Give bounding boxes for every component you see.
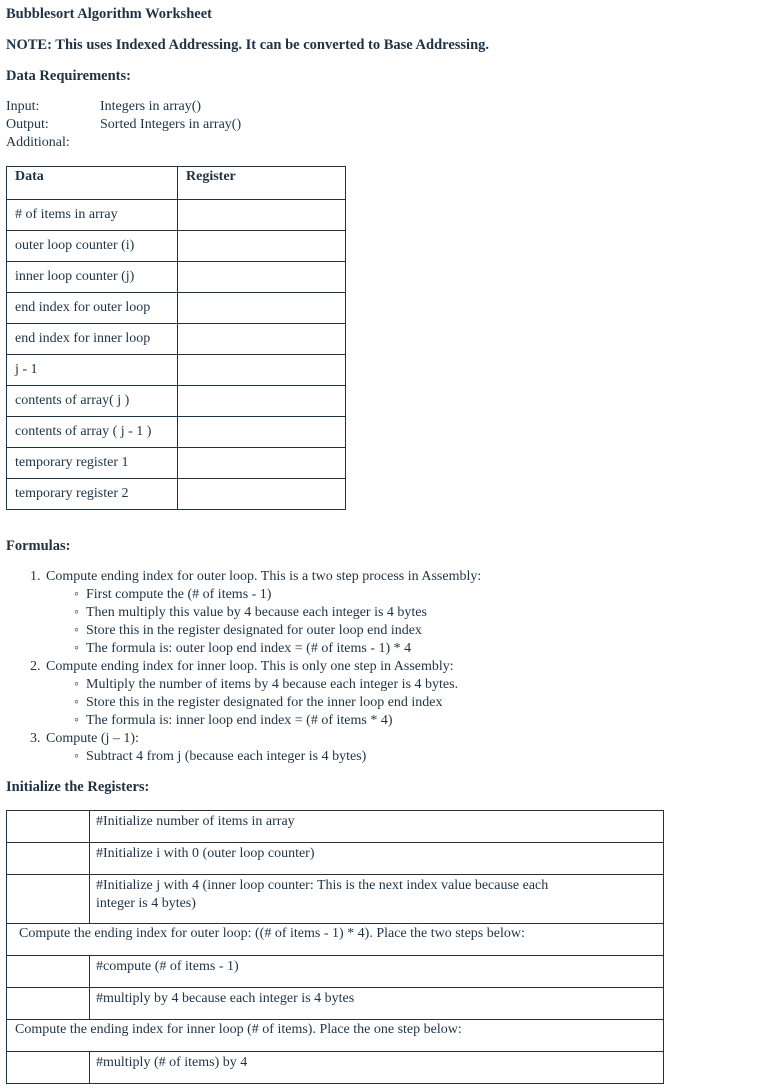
output-label: Output:	[6, 117, 49, 132]
table-row	[7, 448, 346, 479]
code-cell[interactable]	[7, 875, 90, 924]
register-cell[interactable]	[178, 448, 346, 479]
table-header-row	[7, 167, 346, 200]
table-row	[7, 262, 346, 293]
item-text: Compute ending index for outer loop. This is a two step process in Assembly:	[46, 569, 482, 584]
initialize-registers-table	[6, 810, 664, 1084]
bullet-circle-icon: ◦	[74, 641, 79, 656]
code-cell[interactable]	[7, 1052, 90, 1084]
table-row	[7, 956, 664, 988]
page-title: Bubblesort Algorithm Worksheet	[6, 6, 212, 22]
data-cell: end index for outer loop	[7, 293, 178, 324]
item-number: 1.	[30, 569, 41, 584]
item-text: Compute ending index for inner loop. This is only one step in Assembly:	[46, 659, 454, 674]
output-value: Sorted Integers in array()	[100, 117, 242, 132]
data-cell: # of items in array	[7, 200, 178, 231]
table-row	[7, 1020, 664, 1052]
table-row	[7, 811, 664, 843]
table-row	[7, 355, 346, 386]
table-row	[7, 293, 346, 324]
bullet-text: Subtract 4 from j (because each integer is 4 bytes)	[86, 749, 367, 764]
initialize-heading: Initialize the Registers:	[6, 779, 150, 795]
item-number: 2.	[30, 659, 41, 674]
item-text: Compute (j – 1):	[46, 731, 139, 746]
register-cell[interactable]	[178, 293, 346, 324]
bullet-circle-icon: ◦	[74, 713, 79, 728]
bullet-circle-icon: ◦	[74, 749, 79, 764]
bullet-circle-icon: ◦	[74, 587, 79, 602]
bullet-text: First compute the (# of items - 1)	[86, 587, 272, 602]
comment-cell: #Initialize i with 0 (outer loop counter)	[90, 843, 664, 875]
bullet-circle-icon: ◦	[74, 605, 79, 620]
bullet-text: Multiply the number of items by 4 because each integer is 4 bytes.	[86, 677, 459, 692]
table-row	[7, 1052, 664, 1084]
register-cell[interactable]	[178, 479, 346, 510]
data-cell: inner loop counter (j)	[7, 262, 178, 293]
code-cell[interactable]	[7, 988, 90, 1020]
table-row	[7, 417, 346, 448]
data-cell: temporary register 2	[7, 479, 178, 510]
code-cell[interactable]	[7, 956, 90, 988]
table-row	[7, 988, 664, 1020]
table-row	[7, 324, 346, 355]
data-cell: contents of array( j )	[7, 386, 178, 417]
item-number: 3.	[30, 731, 41, 746]
input-label: Input:	[6, 99, 40, 114]
register-cell[interactable]	[178, 200, 346, 231]
data-cell: end index for inner loop	[7, 324, 178, 355]
comment-cell: #multiply (# of items) by 4	[90, 1052, 664, 1084]
bullet-text: The formula is: outer loop end index = (# of items - 1) * 4	[86, 641, 412, 656]
comment-cell	[90, 875, 664, 924]
comment-cell: #compute (# of items - 1)	[90, 956, 664, 988]
table-row	[7, 924, 664, 956]
comment-cell: #multiply by 4 because each integer is 4 bytes	[90, 988, 664, 1020]
table-row	[7, 875, 664, 924]
data-cell: j - 1	[7, 355, 178, 386]
code-cell[interactable]	[7, 843, 90, 875]
table-row	[7, 843, 664, 875]
note: NOTE: This uses Indexed Addressing. It can be converted to Base Addressing.	[6, 37, 490, 53]
column-header-register: Register	[178, 167, 346, 200]
bullet-text: Store this in the register designated for the inner loop end index	[86, 695, 443, 710]
register-cell[interactable]	[178, 231, 346, 262]
bullet-circle-icon: ◦	[74, 623, 79, 638]
section-instruction: Compute the ending index for inner loop (# of items). Place the one step below:	[7, 1020, 664, 1052]
bullet-text: Then multiply this value by 4 because each integer is 4 bytes	[86, 605, 427, 620]
register-cell[interactable]	[178, 324, 346, 355]
data-requirements-heading: Data Requirements:	[6, 68, 131, 84]
comment-line: #Initialize j with 4 (inner loop counter: This is the next index value because each	[96, 878, 549, 893]
comment-cell: #Initialize number of items in array	[90, 811, 664, 843]
table-row	[7, 479, 346, 510]
register-cell[interactable]	[178, 386, 346, 417]
additional-label: Additional:	[6, 135, 70, 150]
bullet-text: The formula is: inner loop end index = (# of items * 4)	[86, 713, 393, 728]
bullet-circle-icon: ◦	[74, 695, 79, 710]
register-cell[interactable]	[178, 355, 346, 386]
code-cell[interactable]	[7, 811, 90, 843]
section-instruction: Compute the ending index for outer loop: ((# of items - 1) * 4). Place the two steps below:	[7, 924, 664, 956]
table-row	[7, 386, 346, 417]
table-row	[7, 231, 346, 262]
formulas-heading: Formulas:	[6, 538, 71, 554]
data-cell: contents of array ( j - 1 )	[7, 417, 178, 448]
column-header-data: Data	[7, 167, 178, 200]
data-cell: temporary register 1	[7, 448, 178, 479]
bullet-circle-icon: ◦	[74, 677, 79, 692]
data-cell: outer loop counter (i)	[7, 231, 178, 262]
input-value: Integers in array()	[100, 99, 202, 114]
table-row	[7, 200, 346, 231]
bullet-text: Store this in the register designated for outer loop end index	[86, 623, 422, 638]
register-cell[interactable]	[178, 417, 346, 448]
comment-line: integer is 4 bytes)	[96, 896, 196, 911]
data-register-table	[6, 166, 346, 510]
register-cell[interactable]	[178, 262, 346, 293]
